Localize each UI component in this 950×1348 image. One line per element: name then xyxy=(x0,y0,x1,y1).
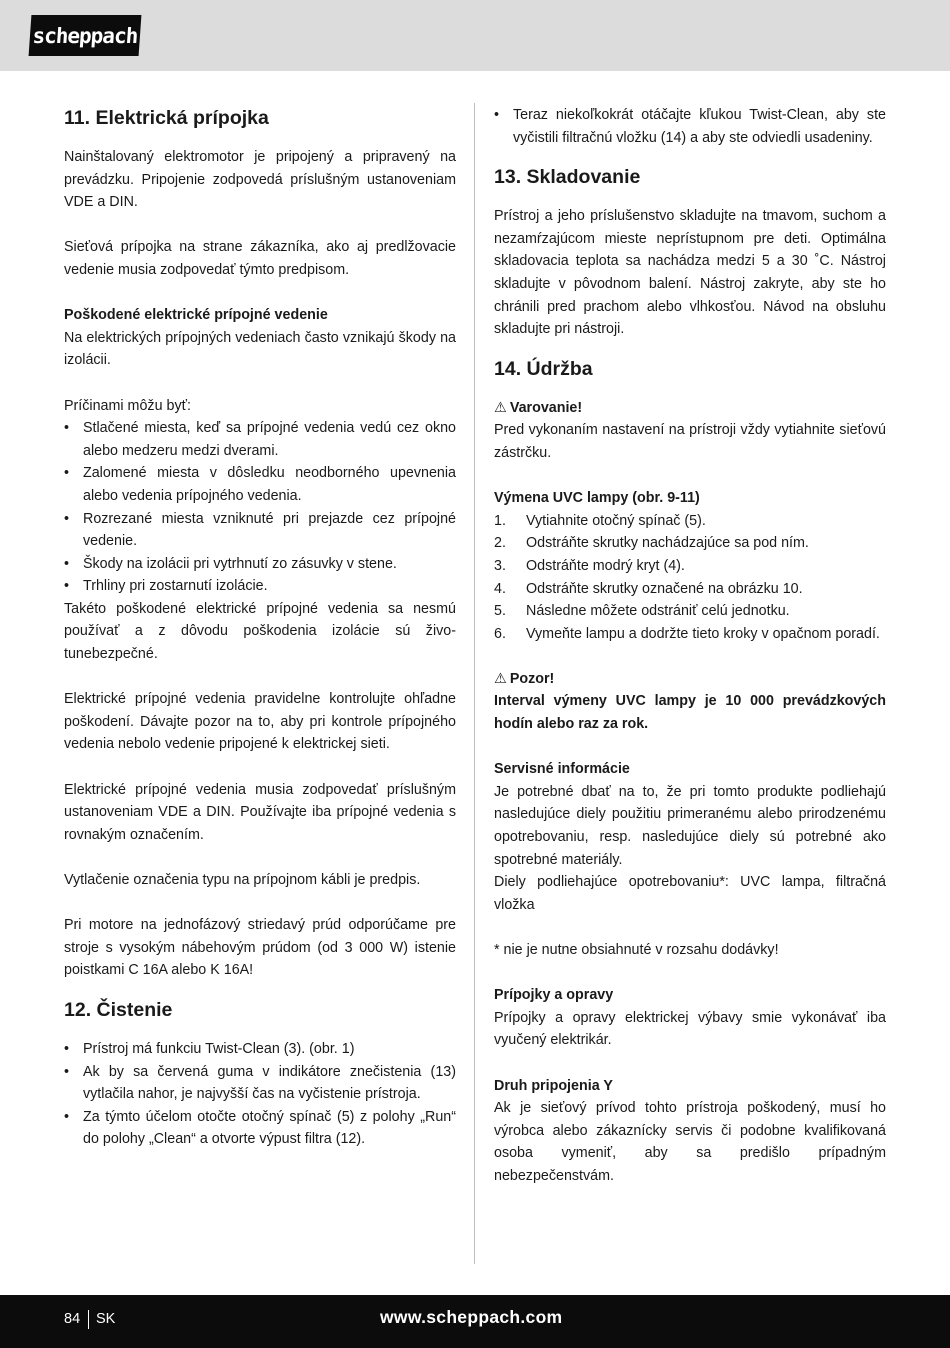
paragraph: Na elektrických prípojných vedeniach často vznikajú škody na izolácii. xyxy=(64,329,456,369)
list-item: • Stlačené miesta, keď sa prípojné vedenia vedú cez okno alebo medzeru medzi dverami. xyxy=(64,417,456,462)
list-item: • Rozrezané miesta vzniknuté pri prejazde cez prípojné vedenie. xyxy=(64,508,456,553)
page-number: 84 xyxy=(64,1311,81,1327)
uvc-steps-list xyxy=(494,510,886,646)
section-14-title: 14. Údržba xyxy=(494,357,593,380)
list-item: • Škody na izolácii pri vytrhnutí zo zásuvky v stene. xyxy=(64,553,456,576)
footnote: * nie je nutne obsiahnuté v rozsahu dodávky! xyxy=(494,942,779,958)
cleaning-list-continued xyxy=(494,104,886,149)
paragraph: Prípojky a opravy elektrickej výbavy smie vykonávať iba vyučený elektrikár. xyxy=(494,1009,886,1049)
section-11-title: 11. Elektrická prípojka xyxy=(64,107,269,129)
cleaning-list xyxy=(64,1038,456,1151)
subheading-service-info: Servisné informácie xyxy=(494,761,630,778)
list-item: 2. Odstráňte skrutky nachádzajúce sa pod ním. xyxy=(494,535,809,552)
subheading-damaged-lines: Poškodené elektrické prípojné vedenie xyxy=(64,307,328,324)
list-item: • Za týmto účelom otočte otočný spínač (5) z polohy „Run“ do polohy „Clean“ a otvorte výpust filtra (12). xyxy=(64,1106,456,1151)
causes-intro: Príčinami môžu byť: xyxy=(64,397,191,414)
section-12-title: 12. Čistenie xyxy=(64,998,173,1021)
caution-label: Pozor! xyxy=(509,670,555,687)
list-item: • Trhliny pri zostarnutí izolácie. xyxy=(64,575,456,598)
warning-triangle-icon: ⚠ xyxy=(494,670,507,687)
header-bar xyxy=(0,0,950,71)
column-divider xyxy=(474,103,475,1264)
paragraph: Sieťová prípojka na strane zákazníka, ako aj predlžovacie vedenie musia zodpovedať týmto predpisom. xyxy=(64,239,456,278)
list-item: • Prístroj má funkciu Twist-Clean (3). (obr. 1) xyxy=(64,1038,456,1061)
paragraph: Takéto poškodené elektrické prípojné vedenia sa nesmú používať a z dôvodu poškodenia izolácie sú životunebezpečné. xyxy=(64,600,456,663)
footer-separator xyxy=(88,1310,89,1329)
paragraph: Prístroj a jeho príslušenstvo skladujte na tmavom, suchom a nezamŕzajúcom mieste neprístupnom pre deti. Optimálna skladovacia teplota sa nachádza medzi 5 a 30 ˚C. Nástroj skladujte v pôvodnom balení. Nástroj zakryte, aby ste ho chránili pred prachom alebo vlhkosťou. Návod na obsluhu skladujte pri nástroji. xyxy=(494,208,886,338)
paragraph: Elektrické prípojné vedenia musia zodpovedať príslušným ustanoveniam VDE a DIN. Používajte iba prípojné vedenia s rovnakým označením. xyxy=(64,781,456,843)
paragraph: Elektrické prípojné vedenia pravidelne kontrolujte ohľadne poškodení. Dávajte pozor na to, aby pri kontrole prípojného vedenia nebolo vedenie pripojené k elektrickej sieti. xyxy=(64,691,456,753)
list-item: • Ak by sa červená guma v indikátore znečistenia (13) vytlačila nahor, je najvyšší čas na vyčistenie prístroja. xyxy=(64,1061,456,1106)
left-column xyxy=(64,104,456,1151)
paragraph: Je potrebné dbať na to, že pri tomto produkte podliehajú nasledujúce diely použitiu primeranému alebo prirodzenému opotrebovaniu, resp. nasledujúce diely sú potrebné ako spotrebné materiály. xyxy=(494,783,886,868)
list-item: 6. Vymeňte lampu a dodržte tieto kroky v opačnom poradí. xyxy=(494,625,880,642)
list-item: • Zalomené miesta v dôsledku neodborného upevnenia alebo vedenia prípojného vedenia. xyxy=(64,462,456,507)
right-column xyxy=(494,104,886,1188)
warning-triangle-icon: ⚠ xyxy=(494,399,507,416)
warning-heading xyxy=(494,397,886,420)
list-item: 4. Odstráňte skrutky označené na obrázku 10. xyxy=(494,580,803,597)
list-item: 1. Vytiahnite otočný spínač (5). xyxy=(494,512,706,529)
subheading-uvc-replacement: Výmena UVC lampy (obr. 9-11) xyxy=(494,490,700,507)
paragraph: Vytlačenie označenia typu na prípojnom kábli je predpis. xyxy=(64,872,421,888)
paragraph: Pred vykonaním nastavení na prístroji vždy vytiahnite sieťovú zástrčku. xyxy=(494,422,886,461)
list-item: 3. Odstráňte modrý kryt (4). xyxy=(494,557,685,574)
paragraph: Diely podliehajúce opotrebovaniu*: UVC lampa, filtračná vložka xyxy=(494,874,886,913)
list-item: • Teraz niekoľkokrát otáčajte kľukou Twist-Clean, aby ste vyčistili filtračnú vložku (14) a aby ste odviedli usadeniny. xyxy=(494,104,886,149)
warning-label: Varovanie! xyxy=(509,399,583,416)
section-13-title: 13. Skladovanie xyxy=(494,166,641,189)
paragraph: Ak je sieťový prívod tohto prístroja poškodený, musí ho výrobca alebo zákaznícky servis či podobne kvalifikovaná osoba vymeniť, aby sa predišlo prípadným nebezpečenstvám. xyxy=(494,1100,886,1184)
paragraph: Nainštalovaný elektromotor je pripojený a pripravený na prevádzku. Pripojenie zodpovedá príslušným ustanoveniam VDE a DIN. xyxy=(64,149,456,211)
website-url: www.scheppach.com xyxy=(380,1307,563,1327)
caution-text: Interval výmeny UVC lampy je 10 000 prevádzkových hodín alebo raz za rok. xyxy=(494,693,886,733)
footer-bar xyxy=(0,1295,950,1348)
caution-heading xyxy=(494,668,886,691)
list-item: 5. Následne môžete odstrániť celú jednotku. xyxy=(494,603,790,620)
paragraph: Pri motore na jednofázový striedavý prúd odporúčame pre stroje s vysokým nábehovým prúdom (od 3 000 W) istenie poistkami C 16A alebo K 16A! xyxy=(64,917,456,979)
causes-list xyxy=(64,417,456,598)
subheading-connections: Prípojky a opravy xyxy=(494,987,614,1004)
subheading-connection-type-y: Druh pripojenia Y xyxy=(494,1077,613,1094)
language-code: SK xyxy=(96,1311,116,1327)
scheppach-logo: scheppach xyxy=(29,15,142,56)
